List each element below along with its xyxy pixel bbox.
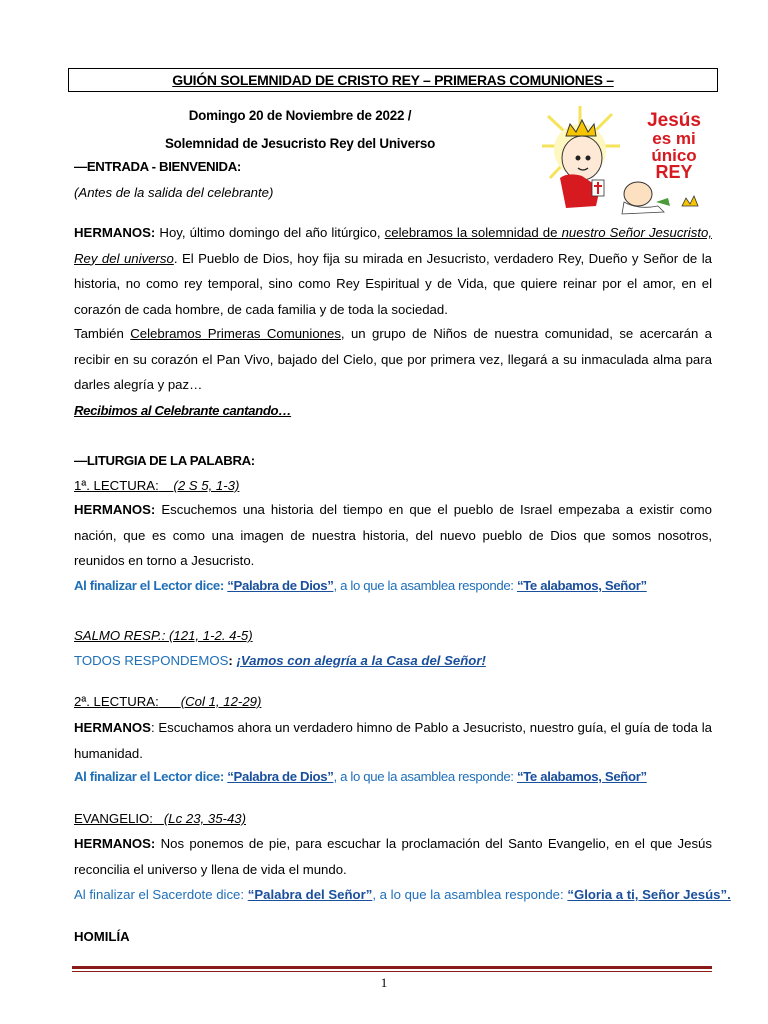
lectura1-ref: (2 S 5, 1-3): [173, 478, 240, 493]
entrada-paragraph-2: [74, 321, 712, 398]
text-run: Hoy, último domingo del año litúrgico,: [155, 225, 385, 240]
lectura1-line: [74, 477, 239, 495]
salmo-label: SALMO RESP.: (121, 1-2. 4-5): [74, 628, 253, 643]
sacerdote-instruction: [74, 886, 731, 904]
entrada-heading: —ENTRADA - BIENVENIDA:: [74, 159, 241, 174]
text-run: , a lo que la asamblea responde:: [372, 887, 568, 902]
logo-text-line3: único: [651, 146, 697, 165]
lectura2-ref: (Col 1, 12-29): [180, 694, 262, 709]
footer-rule-thick: [72, 966, 712, 969]
text-run: . El Pueblo de Dios, hoy fija su mirada en Jesucristo, verdadero Rey, Dueño y Señor de la historia, no como rey temporal, sino como Rey Espiritual y de Vida, que quiere reinar por el amor, en el corazón de cada hombre, de cada familia y de toda la sociedad.: [74, 250, 712, 317]
text-run: , a lo que la asamblea responde:: [333, 578, 517, 593]
entrada-paragraph-1: [74, 220, 712, 322]
text-run-underlined-italic: nuestro Señor Jesucristo, Rey del universo: [74, 225, 712, 266]
speaker-label: HERMANOS:: [74, 836, 156, 851]
text-run: Escuchemos una historia del tiempo en que el pueblo de Israel empezaba a existir como nación, que es como una imagen de nuestra historia, del nuevo pueblo de Dios que somos nosotros, reunidos en torno a Jesucristo.: [74, 502, 712, 568]
evangelio-ref: (Lc 23, 35-43): [163, 811, 247, 826]
entrada-closing: Recibimos al Celebrante cantando…: [74, 403, 292, 418]
homilia-heading: HOMILÍA: [74, 929, 130, 944]
text-run: Nos ponemos de pie, para escuchar la proclamación del Santo Evangelio, en el que Jesús reconcilia el universo y llena de vida el mundo.: [74, 836, 712, 877]
text-run: Al finalizar el Lector dice:: [74, 578, 228, 593]
logo-text-line4: REY: [655, 162, 693, 182]
evangelio-line: [74, 810, 246, 828]
text-run-underlined: “Te alabamos, Señor”: [516, 769, 647, 784]
text-run: : Escuchamos ahora un verdadero himno de Pablo a Jesucristo, nuestro guía, el guía de toda la humanidad.: [74, 720, 712, 761]
speaker-label: HERMANOS: [74, 720, 151, 735]
text-run: TODOS RESPONDEMOS: [74, 653, 229, 668]
lectura2-paragraph: [74, 715, 712, 766]
speaker-label: HERMANOS:: [74, 225, 156, 240]
text-run-underlined: “Te alabamos, Señor”: [516, 578, 647, 593]
speaker-label: HERMANOS:: [74, 502, 156, 517]
solemnity-line: Solemnidad de Jesucristo Rey del Universo: [164, 136, 436, 151]
entrada-note: (Antes de la salida del celebrante): [74, 185, 274, 200]
text-run: También: [74, 326, 131, 341]
lectura1-paragraph: [74, 497, 712, 574]
footer-rule-thin: [72, 971, 712, 972]
text-run: Al finalizar el Sacerdote dice:: [74, 887, 248, 902]
text-run: :: [228, 653, 237, 668]
lectura2-label: 2ª. LECTURA:: [74, 694, 159, 709]
text-run-underlined-italic: ¡Vamos con alegría a la Casa del Señor!: [236, 653, 486, 668]
evangelio-label: EVANGELIO:: [74, 811, 153, 826]
evangelio-paragraph: [74, 831, 712, 882]
text-run: , a lo que la asamblea responde:: [333, 769, 517, 784]
text-run-underlined: “Palabra del Señor”: [247, 887, 373, 902]
salmo-response-line: [74, 652, 486, 670]
text-run: , un grupo de Niños de nuestra comunidad, se acercarán a recibir en su corazón el Pan Vivo, bajado del Cielo, que por primera vez, llegará a su inmaculada alma para darles alegría y paz…: [74, 326, 713, 392]
text-run-underlined: “Palabra de Dios”: [227, 769, 334, 784]
lector-instruction-1: [74, 577, 647, 595]
logo-text-line1: Jesús: [647, 110, 701, 131]
date-line: Domingo 20 de Noviembre de 2022 /: [188, 108, 412, 123]
lectura2-line: [74, 693, 261, 711]
lector-instruction-2: [74, 768, 647, 786]
lectura1-label: 1ª. LECTURA:: [74, 478, 159, 493]
text-run-underlined: “Gloria a ti, Señor Jesús”.: [567, 887, 731, 902]
document-title-box: [68, 68, 718, 92]
text-run: Al finalizar el Lector dice:: [74, 769, 228, 784]
text-run-underlined: celebramos la solemnidad de: [384, 225, 562, 240]
logo-text-line2: es mi: [652, 129, 696, 148]
jesus-king-logo: [538, 106, 714, 216]
page-number: 1: [380, 975, 388, 990]
text-run-underlined: Celebramos Primeras Comuniones: [130, 326, 341, 341]
liturgia-heading: —LITURGIA DE LA PALABRA:: [74, 453, 255, 468]
document-title: GUIÓN SOLEMNIDAD DE CRISTO REY – PRIMERAS COMUNIONES –: [172, 72, 614, 88]
text-run-underlined: “Palabra de Dios”: [227, 578, 334, 593]
